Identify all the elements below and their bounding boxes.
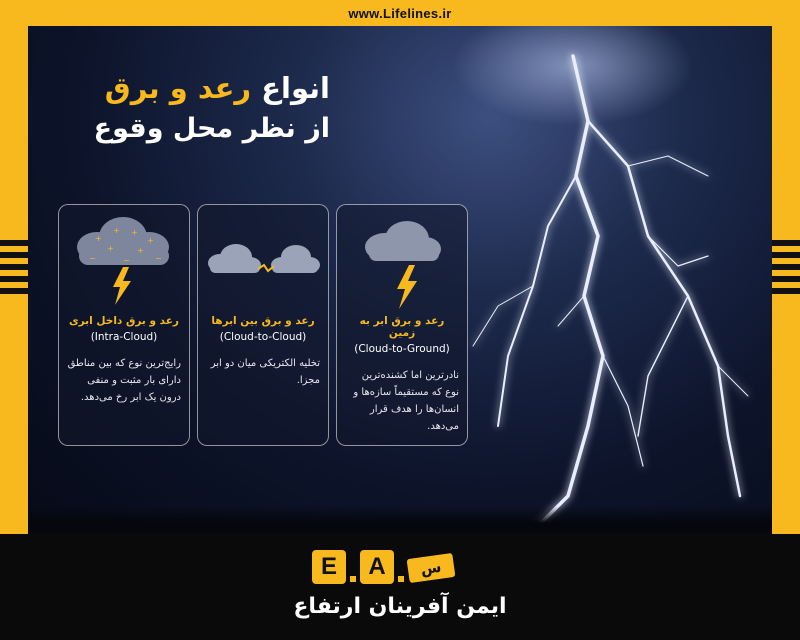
svg-text:+: + — [147, 236, 154, 245]
logo-letter-a: A — [360, 550, 394, 584]
svg-text:+: + — [137, 246, 144, 255]
card-cloud-to-cloud — [197, 204, 329, 446]
card-subtitle: (Intra-Cloud) — [90, 331, 158, 343]
card-description: رایج‌ترین نوع که بین مناطق دارای بار مثبت و منفی درون یک ابر رخ می‌دهد. — [67, 358, 181, 403]
footer — [0, 534, 800, 640]
left-stripes — [0, 240, 30, 300]
title-accent: رعد و برق — [104, 71, 252, 105]
title-subline: از نظر محل وقوع — [93, 113, 330, 144]
cloud-to-ground-icon — [345, 211, 459, 311]
top-bar — [0, 0, 800, 26]
logo-badge: س — [407, 553, 456, 583]
intra-cloud-icon — [67, 211, 181, 311]
logo-dot — [350, 576, 356, 582]
cloud-to-cloud-icon — [206, 211, 320, 311]
card-cloud-to-ground — [336, 204, 468, 446]
card-subtitle: (Cloud-to-Cloud) — [219, 331, 307, 343]
svg-text:−: − — [89, 254, 96, 263]
logo-letter-e: E — [312, 550, 346, 584]
card-description: تخلیه الکتریکی میان دو ابر مجزا. — [210, 358, 320, 386]
card-title: رعد و برق بین ابرها — [211, 315, 315, 327]
right-stripes — [770, 240, 800, 300]
svg-text:+: + — [113, 226, 120, 235]
svg-text:+: + — [107, 244, 114, 253]
svg-text:−: − — [123, 256, 130, 265]
card-subtitle: (Cloud-to-Ground) — [354, 343, 450, 355]
logo-dot — [398, 576, 404, 582]
title-word-types: انواع — [261, 71, 330, 105]
city-lights — [28, 506, 772, 534]
site-url[interactable]: www.Lifelines.ir — [348, 5, 452, 21]
svg-text:+: + — [95, 234, 102, 243]
card-title: رعد و برق ابر به زمین — [359, 315, 445, 339]
card-intra-cloud — [58, 204, 190, 446]
company-name: ایمن آفرینان ارتفاع — [293, 594, 507, 619]
svg-text:+: + — [131, 228, 138, 237]
card-description: نادرترین اما کشنده‌ترین نوع که مستقیماً سازه‌ها و انسان‌ها را هدف قرار می‌دهد. — [353, 370, 459, 432]
page-title — [70, 68, 330, 150]
card-title: رعد و برق داخل ابری — [69, 315, 179, 327]
svg-text:−: − — [155, 254, 162, 263]
